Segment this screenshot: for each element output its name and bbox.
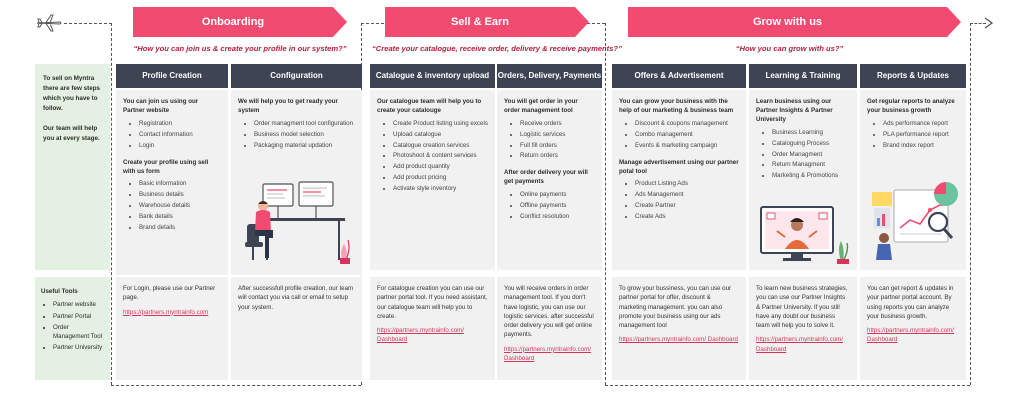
list-item: • Order Managment [772, 151, 850, 160]
list-item: • Discount & coupons management [635, 120, 739, 129]
list-item: • Full fill orders [520, 142, 595, 151]
list-item: • Marketing & Promotions [772, 172, 850, 181]
arrow-right-icon [984, 17, 994, 29]
sidebar-useful-tools [35, 277, 110, 380]
tools-text: You can get report & updates in your partner portal account. By using reports you can analyze your business growth. [867, 285, 954, 320]
dashboard-link[interactable]: https://partners.myntrainfo.com/ Dashboard [504, 345, 592, 363]
journey-line-onboarding [111, 23, 112, 385]
panel-subheading: After order delivery your will get payments [504, 169, 588, 186]
dashboard-link[interactable]: https://partners.myntrainfo.com/ Dashboard [619, 336, 738, 344]
header-profile-creation: Profile Creation [116, 64, 228, 88]
tools-learning-training [749, 277, 857, 380]
list-item: • Business Learning [772, 129, 850, 138]
list-item: • Cataloguing Process [772, 140, 850, 149]
intro-text: To sell on Myntra there are few steps which you have to follow. [43, 75, 101, 113]
phase-question-onboarding: “How you can join us & create your profile in our system?” [133, 44, 347, 53]
tools-catalogue-upload [370, 277, 495, 380]
partner-link[interactable]: https://partners.myntrainfo.com [123, 308, 209, 316]
list-item: • Business model selection [254, 131, 355, 140]
list-item: • Login [139, 142, 221, 151]
phase-title: Sell & Earn [450, 16, 510, 28]
list-item: • Bank details [139, 213, 221, 222]
list-item: • Ads performance report [883, 120, 959, 129]
list-item: • Combo management [635, 131, 739, 140]
list-item: • Online payments [520, 191, 595, 200]
useful-tools-title: Useful Tools [41, 288, 78, 295]
journey-line-1 [111, 385, 361, 386]
journey-line-end [970, 23, 971, 385]
tools-text: For catalogue creation you can use our partner portal tool. If you need assistant, our catalogue team will help you to create. [377, 285, 488, 320]
tools-text: To learn new business strategies, you can use our Partner Insights & Partner University. If you still have any doubt our business team will help you to solve it. [756, 285, 848, 330]
list-item: • Conflict resolution [520, 213, 595, 222]
list-item: • Photoshoot & content services [393, 152, 488, 161]
list-item: • Return orders [520, 152, 595, 161]
list-item: • Product Listing Ads [635, 180, 739, 189]
desk-workstation-illustration [243, 180, 355, 266]
phase-title: Grow with us [752, 16, 823, 28]
list-item: • Warehouse details [139, 202, 221, 211]
panel-orders-delivery [497, 90, 602, 270]
tools-orders-delivery [497, 277, 602, 380]
phase-title: Onboarding [201, 16, 265, 28]
panel-intro: You will get order in your order management tool [504, 98, 578, 114]
panel-intro: We will help you to get ready your system [238, 98, 338, 114]
panel-intro: You can join us using our Partner website [123, 98, 199, 114]
tools-text: To grow your bussiness, you can use our partner portal for offer, discount & marketing management. you can also promote your business using our ads management tool [619, 285, 732, 330]
tools-text: You will receive orders in order management tool. If you don't have logistic, you can use our logistic services. after successful order delivery you will get online payments. [504, 285, 594, 339]
phase-question-grow: “How you can grow with us?” [735, 44, 844, 53]
dashboard-link[interactable]: https://partners.myntrainfo.com/ Dashboard [867, 327, 955, 344]
list-item: • Basic information [139, 180, 221, 189]
list-item: • Ads Management [635, 191, 739, 200]
panel-intro: Learn business using our Partner Insights & Partner University [756, 98, 833, 123]
header-orders-delivery: Orders, Delivery, Payments [497, 64, 602, 88]
tools-profile-creation [116, 277, 228, 380]
panel-offers-advertisement [612, 90, 746, 270]
list-item: • Brand details [139, 224, 221, 233]
airplane-icon [36, 14, 62, 32]
list-item: • Logistic services [520, 131, 595, 140]
panel-intro: Get regular reports to analyze your business growth [867, 98, 955, 114]
panel-intro: Our catalogue team will help you to create your catalouge [377, 98, 482, 114]
header-reports-updates: Reports & Updates [860, 64, 966, 88]
list-item: • Brand index report [883, 142, 959, 151]
phase-banner-grow [628, 7, 961, 37]
list-item: • Receive orders [520, 120, 595, 129]
header-learning-training: Learning & Training [749, 64, 857, 88]
list-item: • Packaging material updation [254, 142, 355, 151]
tools-text: After successfull profile creation, our team will contact you via call or email to setup your system. [238, 285, 354, 311]
journey-line-grow [605, 23, 606, 385]
dashboard-link[interactable]: https://partners.myntrainfo.com/ Dashboard [377, 327, 465, 344]
sidebar-intro [35, 64, 110, 270]
tools-configuration [231, 277, 362, 380]
phase-banner-sell-earn [385, 7, 589, 37]
list-item: • Order managment tool configuration [254, 120, 355, 129]
tool-item: • Partner Portal [53, 312, 104, 321]
dashboard-link[interactable]: https://partners.myntrainfo.com/ Dashboard [756, 336, 844, 353]
panel-intro: You can grow your business with the help of our marketing & business team [619, 98, 734, 114]
phase-banner-onboarding [133, 7, 347, 37]
panel-profile-creation [116, 90, 228, 275]
help-text: Our team will help you at every stage. [43, 125, 100, 143]
list-item: • PLA performance report [883, 131, 959, 140]
list-item: • Activate style inventory [393, 185, 488, 194]
panel-subheading: Manage advertisement using our partner potal tool [619, 158, 739, 175]
list-item: • Add product quantity [393, 163, 488, 172]
list-item: • Registration [139, 120, 221, 129]
header-catalogue-upload: Catalogue & inventory upload [370, 64, 495, 88]
panel-catalogue-upload [370, 90, 495, 270]
list-item: • Catalogue creation services [393, 142, 488, 151]
report-analytics-illustration [868, 178, 962, 264]
panel-subheading: Create your profile using sell with us form [123, 158, 209, 175]
tool-item: • Partner website [53, 300, 104, 309]
tools-reports-updates [860, 277, 966, 380]
phase-question-sell-earn: “Create your catalogue, receive order, delivery & receive payments?” [372, 44, 622, 53]
journey-line-start [64, 23, 112, 24]
tool-item: • Partner University [53, 343, 104, 352]
list-item: • Upload catalogue [393, 131, 488, 140]
journey-line-3 [605, 385, 970, 386]
list-item: • Offline payments [520, 202, 595, 211]
list-item: • Contact information [139, 131, 221, 140]
tool-item: • Order Management Tool [53, 323, 104, 342]
list-item: • Return Managment [772, 161, 850, 170]
tools-text: For Login, please use our Partner page. [123, 285, 216, 302]
list-item: • Create Product listing using excels [393, 120, 488, 129]
header-offers-advertisement: Offers & Advertisement [612, 64, 746, 88]
tools-offers-advertisement [612, 277, 746, 380]
list-item: • Business details [139, 191, 221, 200]
list-item: • Create Ads [635, 213, 739, 222]
list-item: • Events & marketing campaign [635, 142, 739, 151]
video-training-illustration [757, 205, 853, 265]
header-configuration: Configuration [231, 64, 362, 88]
list-item: • Add product pricing [393, 174, 488, 183]
list-item: • Create Partner [635, 202, 739, 211]
